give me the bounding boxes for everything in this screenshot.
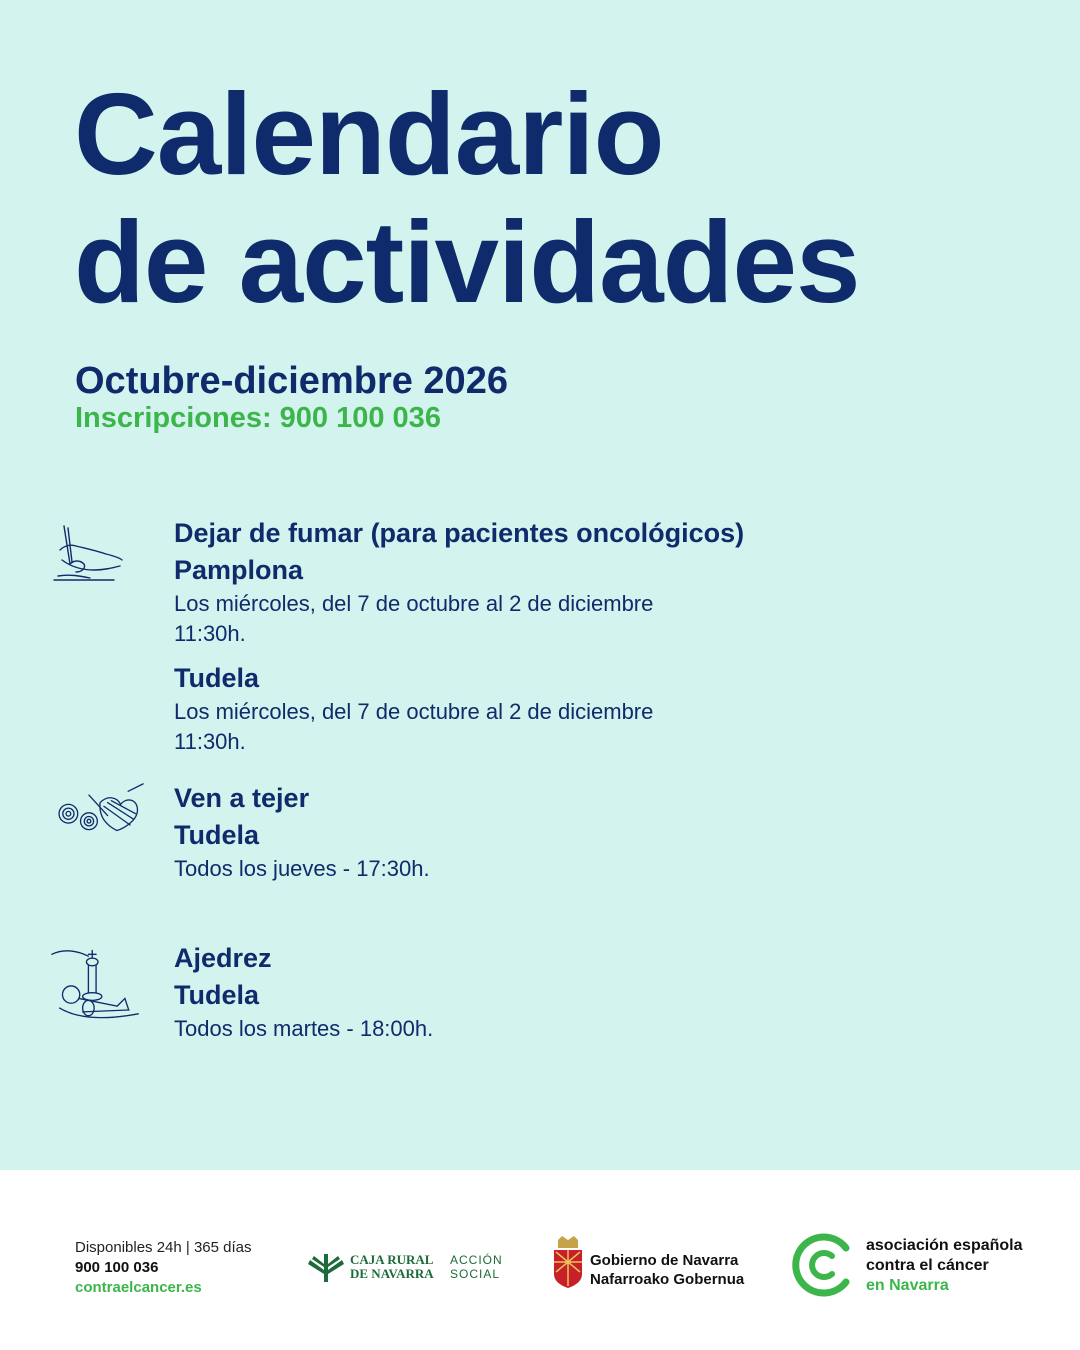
activity-title: Ven a tejer xyxy=(174,783,310,813)
footer xyxy=(0,1170,1080,1350)
aecc-emblem-icon xyxy=(790,1232,856,1298)
availability-text: Disponibles 24h | 365 días xyxy=(75,1239,252,1256)
hand-writing-icon xyxy=(50,520,130,590)
gobierno-navarra-text: Gobierno de Navarra Nafarroako Gobernua xyxy=(590,1252,745,1288)
page-title xyxy=(74,70,859,326)
caja-rural-name: CAJA RURAL DE NAVARRA xyxy=(350,1252,434,1281)
location-name: Tudela xyxy=(174,663,260,693)
schedule-text: Todos los martes - 18:00h. xyxy=(174,1016,434,1041)
title-line-2: de actividades xyxy=(74,197,860,327)
footer-phone[interactable]: 900 100 036 xyxy=(75,1259,159,1276)
chess-pieces-icon xyxy=(50,946,146,1024)
schedule-time: 11:30h. xyxy=(174,621,246,646)
footer-website-link[interactable]: contraelcancer.es xyxy=(75,1279,202,1296)
period-subtitle: Octubre-diciembre 2026 xyxy=(75,360,508,402)
caja-rural-emblem-icon xyxy=(306,1252,346,1284)
schedule-text: Todos los jueves - 17:30h. xyxy=(174,856,430,881)
contact-info xyxy=(75,1238,252,1298)
schedule-time: 11:30h. xyxy=(174,729,246,754)
activity-title: Ajedrez xyxy=(174,943,272,973)
navarra-coat-of-arms-icon xyxy=(552,1236,584,1288)
activity-title: Dejar de fumar (para pacientes oncológicos) xyxy=(174,518,745,548)
schedule-text: Los miércoles, del 7 de octubre al 2 de diciembre xyxy=(174,699,654,724)
yarn-knitting-icon xyxy=(54,782,150,838)
location-name: Tudela xyxy=(174,820,260,850)
title-line-1: Calendario xyxy=(74,69,664,199)
signup-phone[interactable]: Inscripciones: 900 100 036 xyxy=(75,402,441,434)
location-name: Pamplona xyxy=(174,555,304,585)
accion-social-label: ACCIÓN SOCIAL xyxy=(450,1253,503,1281)
schedule-text: Los miércoles, del 7 de octubre al 2 de diciembre xyxy=(174,591,654,616)
aecc-text: asociación española contra el cáncer en Navarra xyxy=(866,1237,1023,1294)
location-name: Tudela xyxy=(174,980,260,1010)
